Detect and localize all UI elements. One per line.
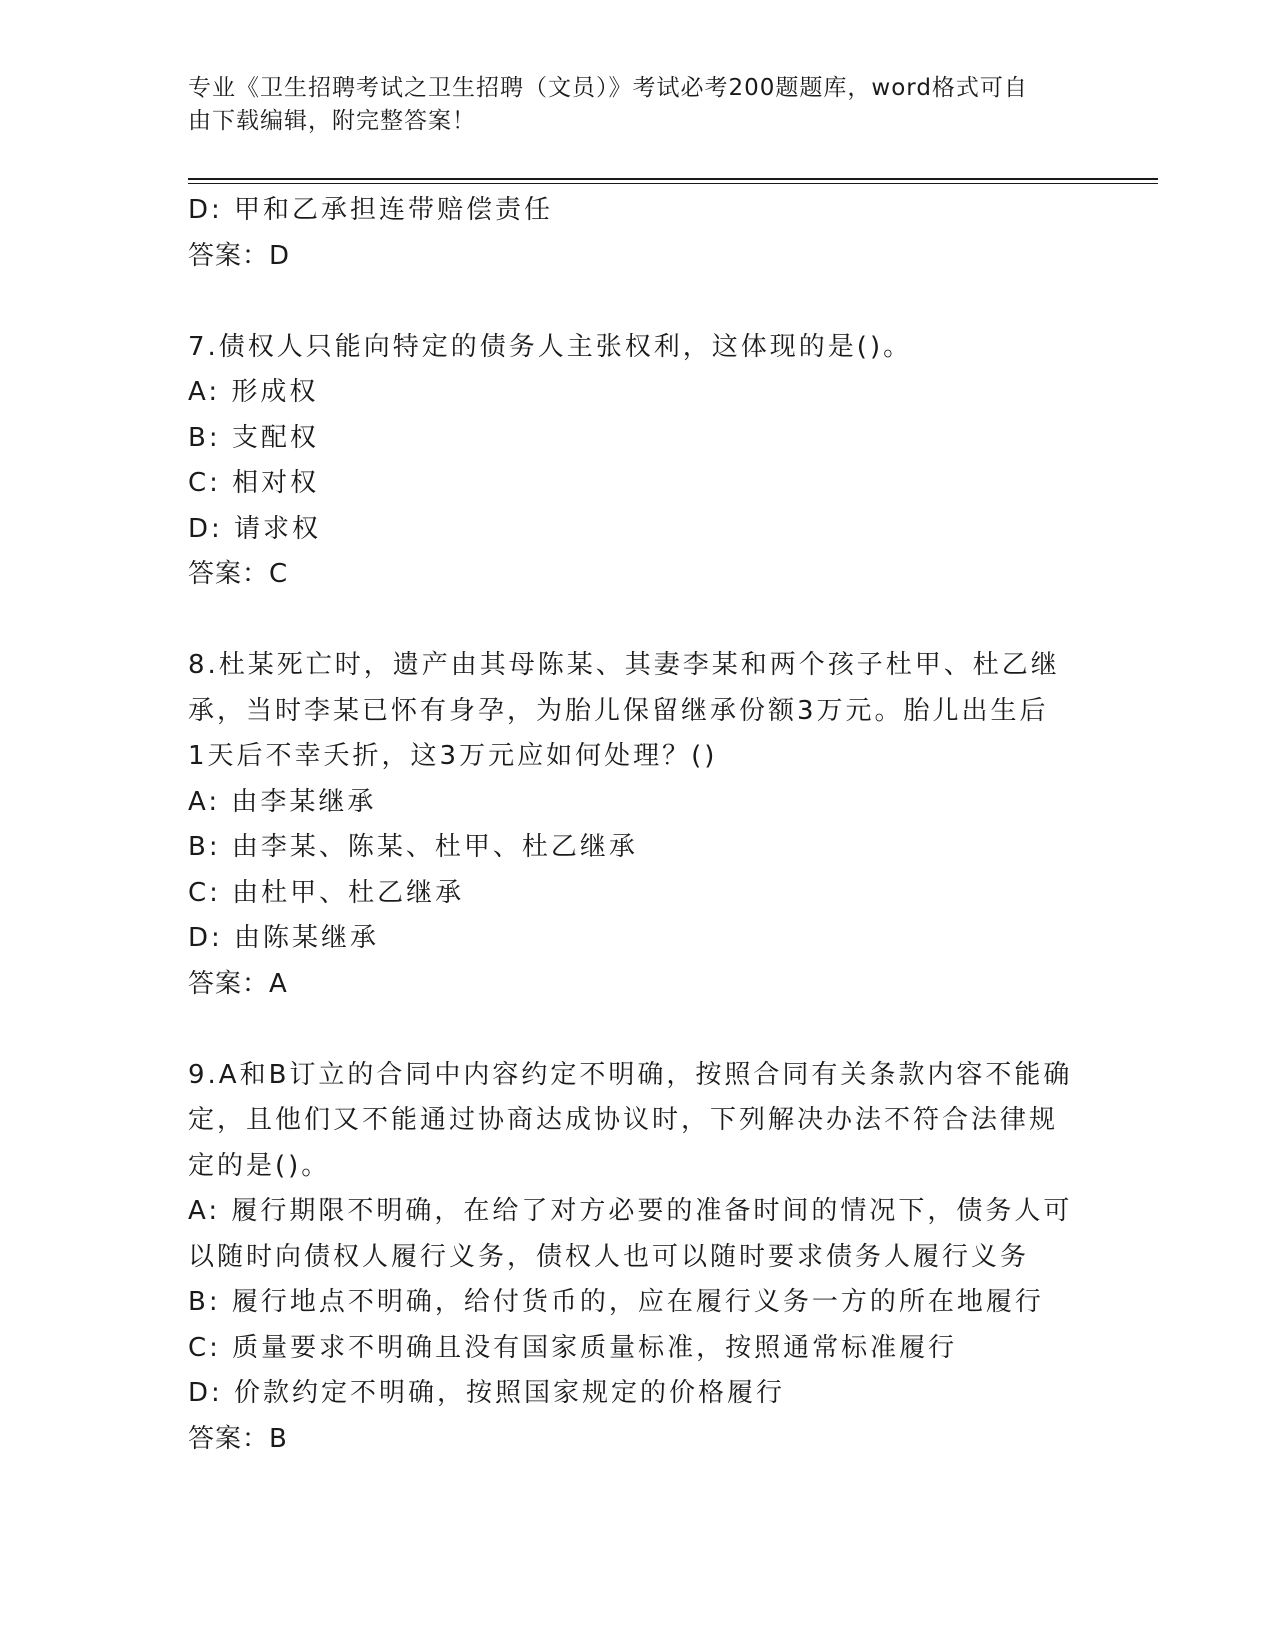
option-a: A: 由李某继承 [188,786,377,817]
question-stem-line-2: 定，且他们又不能通过协商达成协议时，下列解决办法不符合法律规 [188,1105,1059,1135]
option-a-line-1: A: 履行期限不明确，在给了对方必要的准备时间的情况下，债务人可 [188,1196,1073,1226]
spacer [188,279,1088,325]
option-d: D: 甲和乙承担连带赔偿责任 [188,195,554,225]
option-d: D: 请求权 [188,513,322,544]
option-c: C: 相对权 [188,468,320,498]
question-6-tail [188,188,1088,279]
answer: 答案：D [188,240,291,271]
question-7 [188,325,1088,598]
header-divider-thin [188,183,1158,184]
question-list [188,188,1088,1462]
option-a: A: 形成权 [188,377,319,407]
spacer [188,1007,1088,1053]
option-b: B: 由李某、陈某、杜甲、杜乙继承 [188,832,638,862]
header-line-1: 专业《卫生招聘考试之卫生招聘（文员）》考试必考200题题库，word格式可自 [188,75,1028,101]
option-a-line-2: 以随时向债权人履行义务，债权人也可以随时要求债务人履行义务 [188,1241,1030,1272]
option-b: B: 支配权 [188,422,319,453]
answer: 答案：C [188,559,289,589]
header-divider-thick [188,178,1158,180]
answer: 答案：B [188,1423,288,1454]
spacer [188,598,1088,644]
option-b: B: 履行地点不明确，给付货币的，应在履行义务一方的所在地履行 [188,1287,1044,1317]
header-line-2: 由下载编辑，附完整答案！ [188,108,476,134]
option-c: C: 质量要求不明确且没有国家质量标准，按照通常标准履行 [188,1332,958,1363]
document-header [188,72,1088,138]
question-stem-line-3: 1天后不幸夭折，这3万元应如何处理？() [188,741,718,771]
question-stem-line-1: 8.杜某死亡时，遗产由其母陈某、其妻李某和两个孩子杜甲、杜乙继 [188,650,1060,680]
option-d: D: 由陈某继承 [188,923,380,953]
question-8 [188,643,1088,1007]
option-d: D: 价款约定不明确，按照国家规定的价格履行 [188,1378,786,1408]
question-stem-line-2: 承，当时李某已怀有身孕，为胎儿保留继承份额3万元。胎儿出生后 [188,695,1049,726]
question-stem-line-3: 定的是()。 [188,1150,331,1181]
option-c: C: 由杜甲、杜乙继承 [188,877,465,908]
question-stem-line-1: 9.A和B订立的合同中内容约定不明确，按照合同有关条款内容不能确 [188,1059,1073,1090]
question-9 [188,1053,1088,1463]
question-stem: 7.债权人只能向特定的债务人主张权利，这体现的是()。 [188,331,913,362]
answer: 答案：A [188,968,288,999]
